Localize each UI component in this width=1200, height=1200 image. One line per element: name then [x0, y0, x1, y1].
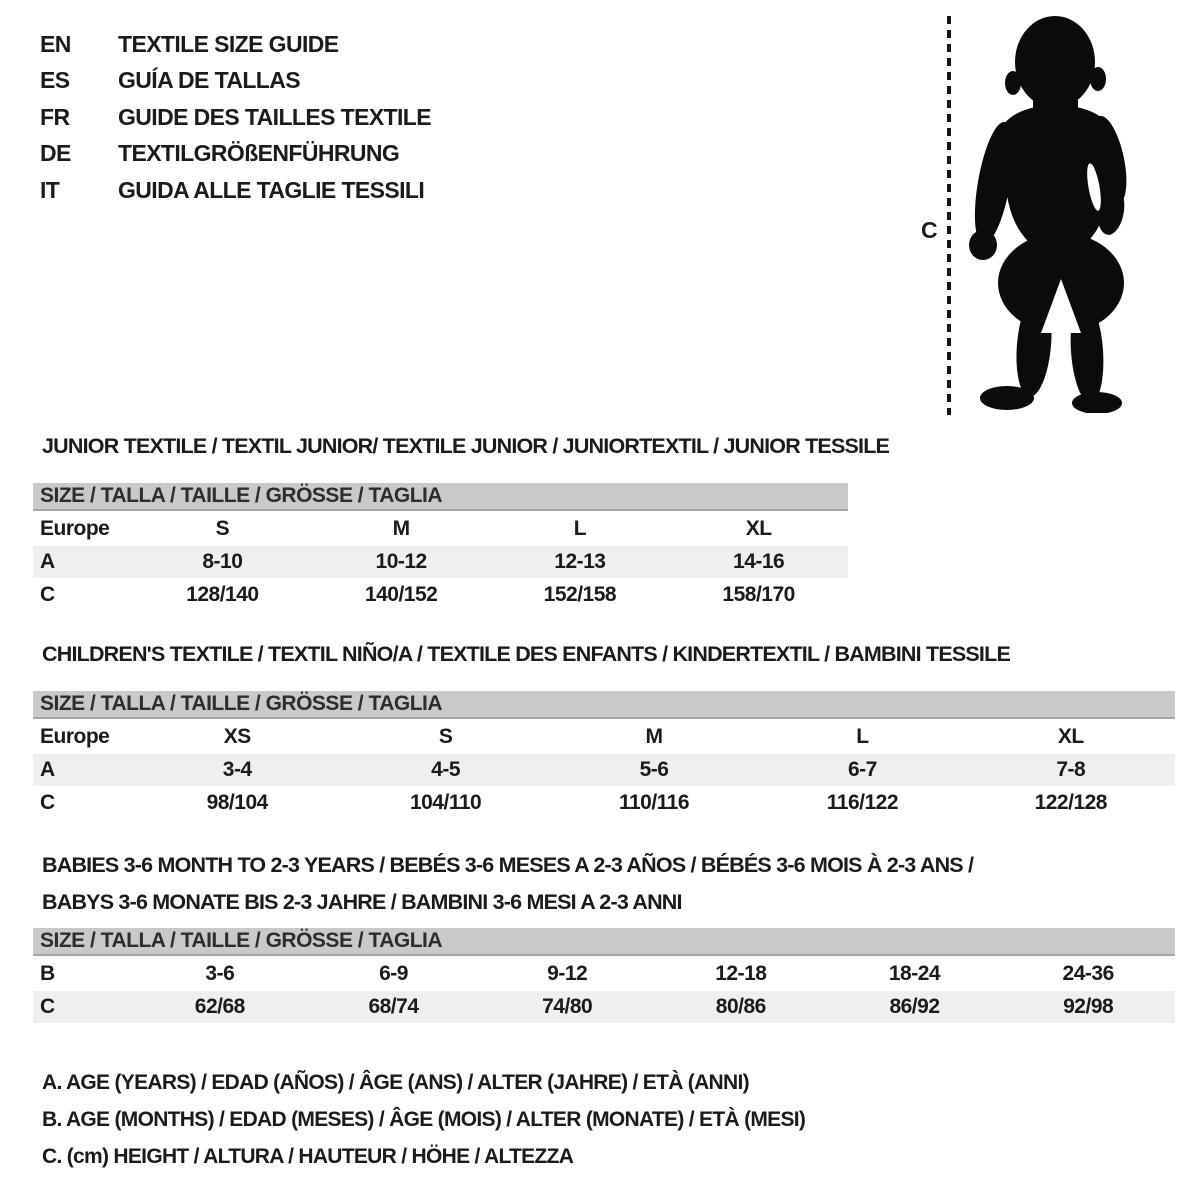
language-code: FR	[40, 103, 70, 130]
table-cell: 152/158	[543, 583, 617, 606]
junior-section-title: JUNIOR TEXTILE / TEXTIL JUNIOR/ TEXTILE JUNIOR / JUNIORTEXTIL / JUNIOR TESSILE	[42, 434, 890, 458]
region-label: Europe	[40, 517, 110, 540]
guide-title-es: GUÍA DE TALLAS	[118, 67, 300, 94]
table-cell: 5-6	[639, 758, 669, 781]
table-cell: 80/86	[715, 995, 766, 1018]
language-row-fr	[40, 99, 431, 136]
row-label: C	[40, 791, 55, 814]
guide-title-fr: GUIDE DES TAILLES TEXTILE	[118, 103, 431, 130]
table-cell: 14-16	[733, 550, 785, 573]
table-header-row	[33, 513, 848, 545]
size-col-header: L	[856, 725, 869, 748]
table-cell: 6-9	[379, 962, 408, 985]
size-col-header: S	[215, 517, 230, 540]
table-row-height	[33, 991, 1175, 1023]
table-row-height	[33, 579, 848, 611]
table-cell: 4-5	[431, 758, 461, 781]
table-row-age	[33, 546, 848, 578]
language-code: IT	[40, 176, 60, 203]
legend-height-cm: C. (cm) HEIGHT / ALTURA / HAUTEUR / HÖHE / ALTEZZA	[42, 1145, 574, 1168]
size-col-header: S	[438, 725, 453, 748]
table-cell: 158/170	[722, 583, 795, 606]
babies-size-table	[33, 928, 1175, 1023]
table-cell: 98/104	[206, 791, 268, 814]
toddler-silhouette-icon	[963, 15, 1135, 413]
size-header-label: SIZE / TALLA / TAILLE / GRÖSSE / TAGLIA	[40, 484, 443, 507]
table-cell: 6-7	[847, 758, 877, 781]
region-label: Europe	[40, 725, 110, 748]
table-cell: 110/116	[618, 791, 690, 814]
size-header-label: SIZE / TALLA / TAILLE / GRÖSSE / TAGLIA	[40, 929, 443, 952]
table-cell: 7-8	[1056, 758, 1086, 781]
size-header-label: SIZE / TALLA / TAILLE / GRÖSSE / TAGLIA	[40, 692, 443, 715]
measure-legend	[42, 1064, 805, 1175]
table-cell: 68/74	[368, 995, 419, 1018]
language-code: DE	[40, 140, 71, 167]
table-cell: 116/122	[826, 791, 899, 814]
children-size-table	[33, 691, 1175, 819]
legend-age-months: B. AGE (MONTHS) / EDAD (MESES) / ÂGE (MOIS) / ALTER (MONATE) / ETÀ (MESI)	[42, 1108, 806, 1131]
table-cell: 104/110	[409, 791, 482, 814]
babies-title-line1: BABIES 3-6 MONTH TO 2-3 YEARS / BEBÉS 3-6 MESES A 2-3 AÑOS / BÉBÉS 3-6 MOIS À 2-3 ANS /	[42, 853, 974, 877]
table-cell: 18-24	[888, 962, 941, 985]
height-measure-label: C	[921, 217, 938, 243]
table-cell: 128/140	[186, 583, 259, 606]
children-section-title: CHILDREN'S TEXTILE / TEXTIL NIÑO/A / TEXTILE DES ENFANTS / KINDERTEXTIL / BAMBINI TESSILE	[42, 642, 1010, 666]
table-row-height	[33, 787, 1175, 819]
table-cell: 3-4	[222, 758, 252, 781]
babies-section-title	[42, 847, 973, 921]
row-label: C	[40, 583, 55, 606]
table-cell: 12-13	[554, 550, 606, 573]
row-label: B	[40, 962, 55, 985]
table-cell: 92/98	[1063, 995, 1114, 1018]
table-cell: 74/80	[542, 995, 593, 1018]
language-row-de	[40, 136, 431, 173]
language-row-it	[40, 172, 431, 209]
table-header-row	[33, 721, 1175, 753]
language-code: EN	[40, 30, 71, 57]
table-cell: 86/92	[889, 995, 940, 1018]
size-col-header: M	[645, 725, 663, 748]
size-col-header: L	[573, 517, 587, 540]
size-col-header: XS	[223, 725, 251, 748]
table-cell: 24-36	[1062, 962, 1114, 985]
table-cell: 62/68	[194, 995, 245, 1018]
table-cell: 10-12	[375, 550, 427, 573]
table-cell: 3-6	[205, 962, 235, 985]
size-col-header: XL	[745, 517, 772, 540]
row-label: C	[40, 995, 55, 1018]
size-header-bar	[33, 483, 848, 511]
table-cell: 122/128	[1034, 791, 1107, 814]
size-col-header: XL	[1057, 725, 1084, 748]
language-title-list	[40, 26, 431, 209]
height-dashed-line	[947, 16, 951, 415]
row-label: A	[40, 550, 55, 573]
size-header-bar	[33, 691, 1175, 719]
size-header-bar	[33, 928, 1175, 956]
table-row-months	[33, 958, 1175, 990]
legend-age-years: A. AGE (YEARS) / EDAD (AÑOS) / ÂGE (ANS) / ALTER (JAHRE) / ETÀ (ANNI)	[42, 1071, 749, 1094]
language-code: ES	[40, 67, 70, 94]
babies-title-line2: BABYS 3-6 MONATE BIS 2-3 JAHRE / BAMBINI 3-6 MESI A 2-3 ANNI	[42, 890, 682, 914]
junior-size-table	[33, 483, 848, 611]
table-cell: 140/152	[364, 583, 438, 606]
guide-title-it: GUIDA ALLE TAGLIE TESSILI	[118, 176, 425, 203]
row-label: A	[40, 758, 55, 781]
table-row-age	[33, 754, 1175, 786]
language-row-es	[40, 63, 431, 100]
guide-title-en: TEXTILE SIZE GUIDE	[118, 30, 339, 57]
guide-title-de: TEXTILGRÖßENFÜHRUNG	[118, 140, 400, 167]
table-cell: 12-18	[715, 962, 767, 985]
table-cell: 8-10	[202, 550, 243, 573]
language-row-en	[40, 26, 431, 63]
size-col-header: M	[392, 517, 410, 540]
table-cell: 9-12	[547, 962, 588, 985]
